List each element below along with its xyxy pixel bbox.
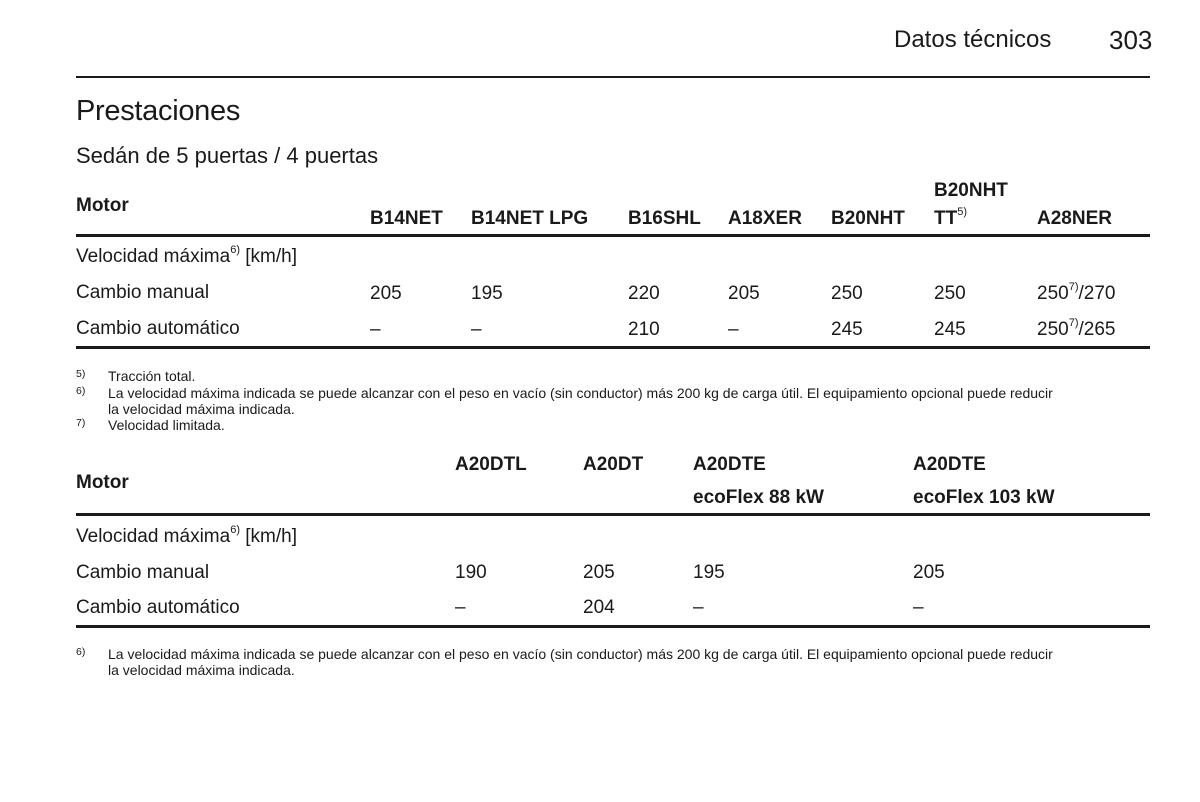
footnote-ref: 6)	[230, 244, 240, 256]
row-label-auto: Cambio automático	[76, 597, 240, 618]
footnote-ref: 6)	[230, 524, 240, 536]
page-number: 303	[1109, 25, 1153, 55]
table-header-rule	[76, 513, 1150, 516]
table-header-engine: A20DTL	[455, 454, 527, 475]
table-bottom-rule	[76, 625, 1150, 628]
footnote-text: Velocidad limitada.	[108, 417, 225, 433]
footnote-number: 6)	[76, 646, 86, 658]
row-label-vmax: Velocidad máxima$^{6)}$ [km/h]	[76, 244, 297, 267]
row-label-auto: Cambio automático	[76, 318, 240, 339]
footnote-text: La velocidad máxima indicada se puede alcanzar con el peso en vacío (sin conductor) más 200 kg de carga útil. El equipamiento opcional puede reducir	[108, 385, 1053, 401]
table-cell: 250	[934, 283, 966, 304]
table-cell: 205	[913, 562, 945, 583]
table-cell: –	[455, 597, 466, 618]
footnote-text-cont: la velocidad máxima indicada.	[108, 662, 295, 678]
table-cell: 245	[831, 319, 863, 340]
table-header-rule	[76, 234, 1150, 237]
footnote-ref: 5)	[957, 206, 967, 218]
footnote-number: 5)	[76, 368, 86, 380]
footnote-text-cont: la velocidad máxima indicada.	[108, 401, 295, 417]
table-cell: 204	[583, 597, 615, 618]
table-cell: 195	[471, 283, 503, 304]
footnote-ref: 7)	[1068, 281, 1079, 293]
table-cell: 205	[583, 562, 615, 583]
table-header-engine-line2: ecoFlex 88 kW	[693, 487, 824, 508]
table-header-engine-line2: TT$^{5)}$	[934, 206, 967, 229]
table-cell: –	[728, 319, 739, 340]
footnote-number: 7)	[76, 417, 86, 429]
row-label-vmax: Velocidad máxima$^{6)}$ [km/h]	[76, 524, 297, 547]
table-cell: –	[913, 597, 924, 618]
table-cell: 190	[455, 562, 487, 583]
table-cell: –	[370, 319, 381, 340]
table-header-motor: Motor	[76, 472, 129, 493]
table-cell: –	[471, 319, 482, 340]
table-cell: 195	[693, 562, 725, 583]
table-cell: 210	[628, 319, 660, 340]
page-heading: Prestaciones	[76, 95, 241, 127]
table-header-engine-line2: ecoFlex 103 kW	[913, 487, 1055, 508]
table-header-engine: A20DTE	[693, 454, 766, 475]
section-subheading: Sedán de 5 puertas / 4 puertas	[76, 143, 379, 168]
table-cell: 250$^{7)}$/270	[1037, 281, 1116, 304]
footnote-ref: 7)	[1068, 317, 1079, 329]
table-header-engine: B20NHT	[831, 208, 905, 229]
row-label-manual: Cambio manual	[76, 562, 210, 583]
footnote-text: La velocidad máxima indicada se puede alcanzar con el peso en vacío (sin conductor) más 200 kg de carga útil. El equipamiento opcional puede reducir	[108, 646, 1053, 662]
table-header-engine: A18XER	[728, 208, 802, 229]
table-cell: 250$^{7)}$/265	[1037, 317, 1116, 340]
table-cell: 250	[831, 283, 863, 304]
table-cell: 205	[370, 283, 402, 304]
table-cell: 245	[934, 319, 966, 340]
table-cell: –	[693, 597, 704, 618]
header-rule	[76, 76, 1150, 78]
table-header-engine: B14NET	[370, 208, 443, 229]
footnote-number: 6)	[76, 385, 86, 397]
table-header-engine: A28NER	[1037, 208, 1112, 229]
table-cell: 205	[728, 283, 760, 304]
table-bottom-rule	[76, 346, 1150, 349]
table-header-engine: B20NHT	[934, 180, 1008, 201]
table-header-engine: B14NET LPG	[471, 208, 589, 229]
table-cell: 220	[628, 283, 660, 304]
section-title: Datos técnicos	[894, 26, 1052, 53]
table-header-engine: A20DTE	[913, 454, 986, 475]
footnote-text: Tracción total.	[108, 368, 196, 384]
table-header-engine: B16SHL	[628, 208, 701, 229]
row-label-manual: Cambio manual	[76, 282, 210, 303]
table-header-motor: Motor	[76, 195, 129, 216]
table-header-engine: A20DT	[583, 454, 644, 475]
